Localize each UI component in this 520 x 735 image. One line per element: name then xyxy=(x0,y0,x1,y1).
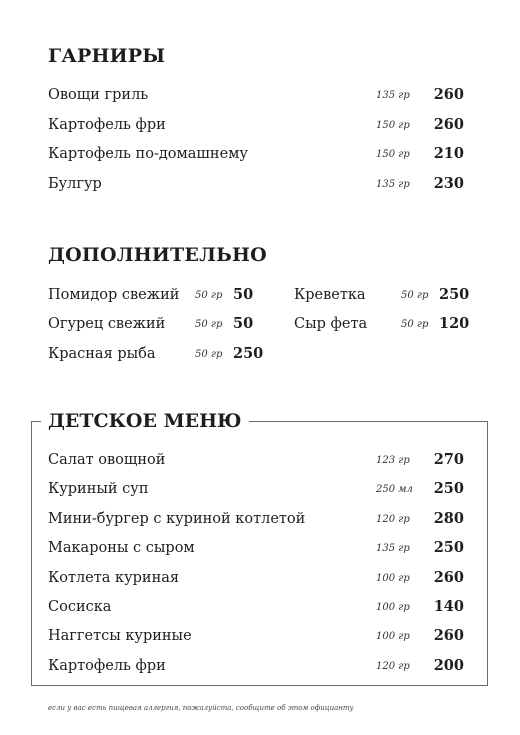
item-weight: 50 гр xyxy=(195,319,223,330)
item-name: Наггетсы куриные xyxy=(48,628,192,644)
item-weight: 50 гр xyxy=(401,290,429,301)
section-title-kids: ДЕТСКОЕ МЕНЮ xyxy=(41,409,249,433)
item-price: 280 xyxy=(433,510,464,527)
menu-item xyxy=(48,536,464,560)
item-name: Куриный суп xyxy=(48,481,149,497)
allergy-footnote: если у вас есть пищевая аллергия, пожалуйста, сообщите об этом официанту xyxy=(48,704,354,712)
menu-item xyxy=(48,624,464,648)
item-weight: 100 гр xyxy=(376,573,410,584)
item-name: Мини-бургер с куриной котлетой xyxy=(48,511,306,527)
item-weight: 50 гр xyxy=(401,319,429,330)
item-weight: 100 гр xyxy=(376,631,410,642)
item-name: Сосиска xyxy=(48,599,112,615)
menu-item xyxy=(48,83,464,107)
menu-item xyxy=(48,566,464,590)
menu-item xyxy=(48,507,464,531)
item-name: Овощи гриль xyxy=(48,87,149,103)
item-name: Красная рыба xyxy=(48,346,156,362)
item-price: 250 xyxy=(439,286,470,303)
item-weight: 135 гр xyxy=(376,90,410,101)
menu-item xyxy=(48,477,464,501)
extra-item xyxy=(48,283,258,307)
item-price: 260 xyxy=(433,569,464,586)
item-weight: 50 гр xyxy=(195,290,223,301)
extra-item xyxy=(48,342,264,366)
item-weight: 135 гр xyxy=(376,179,410,190)
item-price: 50 xyxy=(233,315,254,332)
item-weight: 120 гр xyxy=(376,661,410,672)
item-weight: 123 гр xyxy=(376,455,410,466)
item-name: Огурец свежий xyxy=(48,316,166,332)
item-price: 200 xyxy=(433,657,464,674)
item-name: Булгур xyxy=(48,176,102,192)
item-weight: 50 гр xyxy=(195,349,223,360)
item-price: 260 xyxy=(433,86,464,103)
menu-item xyxy=(48,113,464,137)
section-title-garnish: ГАРНИРЫ xyxy=(48,45,166,67)
item-name: Салат овощной xyxy=(48,452,166,468)
extra-item xyxy=(294,312,470,336)
item-weight: 120 гр xyxy=(376,514,410,525)
extra-item xyxy=(294,283,470,307)
item-price: 210 xyxy=(433,145,464,162)
menu-item xyxy=(48,142,464,166)
item-name: Картофель фри xyxy=(48,658,166,674)
item-weight: 100 гр xyxy=(376,602,410,613)
menu-item xyxy=(48,654,464,678)
item-price: 230 xyxy=(433,175,464,192)
item-price: 120 xyxy=(439,315,470,332)
item-name: Помидор свежий xyxy=(48,287,180,303)
item-name: Сыр фета xyxy=(294,316,368,332)
item-name: Картофель по-домашнему xyxy=(48,146,248,162)
menu-item xyxy=(48,172,464,196)
item-price: 260 xyxy=(433,116,464,133)
item-price: 140 xyxy=(433,598,464,615)
item-price: 250 xyxy=(433,480,464,497)
item-weight: 150 гр xyxy=(376,120,410,131)
item-name: Креветка xyxy=(294,287,366,303)
item-price: 250 xyxy=(433,539,464,556)
item-price: 270 xyxy=(433,451,464,468)
item-price: 50 xyxy=(233,286,254,303)
item-weight: 250 мл xyxy=(376,484,413,495)
item-name: Котлета куриная xyxy=(48,570,180,586)
menu-item xyxy=(48,448,464,472)
item-name: Макароны с сыром xyxy=(48,540,195,556)
menu-item xyxy=(48,595,464,619)
item-name: Картофель фри xyxy=(48,117,166,133)
extra-item xyxy=(48,312,258,336)
item-weight: 150 гр xyxy=(376,149,410,160)
item-price: 260 xyxy=(433,627,464,644)
section-title-extras: ДОПОЛНИТЕЛЬНО xyxy=(48,244,267,266)
item-weight: 135 гр xyxy=(376,543,410,554)
item-price: 250 xyxy=(233,345,264,362)
